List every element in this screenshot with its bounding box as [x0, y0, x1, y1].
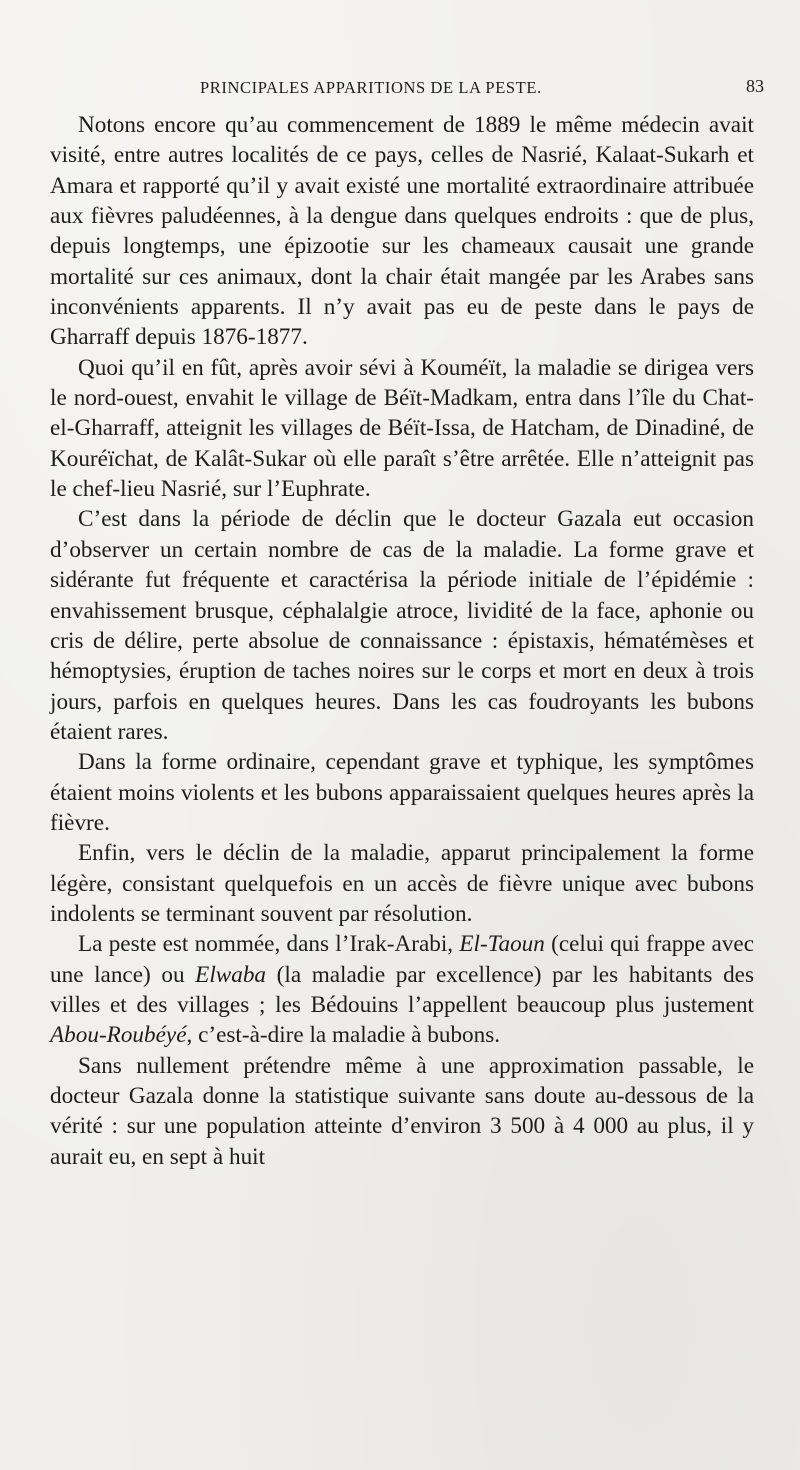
paragraph-3: C’est dans la période de déclin que le docteur Gazala eut occasion d’observer un certain nombre de cas de la maladie. La forme grave et sidérante fut fréquente et caractérisa la période initiale de l’épidémie : envahissement brusque, céphalalgie atroce, lividité de la face, aphonie ou cris de délire, perte absolue de connaissance : épistaxis, hématémèses et hémoptysies, éruption de taches noires sur le corps et mort en deux à trois jours, parfois en quelques heures. Dans les cas foudroyants les bubons étaient rares. [50, 506, 754, 745]
paragraph-6 [50, 929, 754, 1050]
running-head [50, 72, 764, 102]
paragraph-5: Enfin, vers le déclin de la maladie, apparut principalement la forme légère, consistant quelquefois en un accès de fièvre unique avec bubons indolents se terminant souvent par résolution. [50, 840, 754, 927]
running-title: PRINCIPALES APPARITIONS DE LA PESTE. [200, 78, 542, 97]
paragraph-6-text-4: , c’est-à-dire la maladie à bubons. [186, 1022, 501, 1049]
body-text [50, 110, 754, 1172]
paragraph-6-text-2: (celui qui frappe avec une lance) ou [50, 931, 754, 988]
page-number: 83 [746, 76, 764, 96]
term-elwaba: Elwaba [195, 961, 267, 988]
paragraph-6-text-1: La peste est nommée, dans l’Irak-Arabi, [78, 931, 454, 958]
paragraph-4: Dans la forme ordinaire, cependant grave et typhique, les symptômes étaient moins violents et les bubons apparaissaient quelques heures après la fièvre. [50, 749, 754, 836]
paragraph-6-text-3: (la maladie par excellence) par les habitants des villes et des villages ; les Bédouins l’appellent beaucoup plus justement [50, 961, 754, 1018]
paragraph-7: Sans nullement prétendre même à une approximation passable, le docteur Gazala donne la statistique suivante sans doute au-dessous de la vérité : sur une population atteinte d’environ 3 500 à 4 000 au plus, il y aurait eu, en sept à huit [50, 1052, 754, 1170]
paragraph-1: Notons encore qu’au commencement de 1889 le même médecin avait visité, entre autres localités de ce pays, celles de Nasrié, Kalaat-Sukarh et Amara et rapporté qu’il y avait existé une mortalité extraordinaire attribuée aux fièvres paludéennes, à la dengue dans quelques endroits : que de plus, depuis longtemps, une épizootie sur les chameaux causait une grande mortalité sur ces animaux, dont la chair était mangée par les Arabes sans inconvénients apparents. Il n’y avait pas eu de peste dans le pays de Gharraff depuis 1876-1877. [50, 112, 754, 351]
term-abou-roubeye: Abou-Roubéyé [50, 1022, 187, 1049]
paragraph-2: Quoi qu’il en fût, après avoir sévi à Kouméït, la maladie se dirigea vers le nord-ouest, envahit le village de Béït-Madkam, entra dans l’île du Chat-el-Gharraff, atteignit les villages de Béït-Issa, de Hatcham, de Dinadiné, de Kouréïchat, de Kalât-Sukar où elle paraît s’être arrêtée. Elle n’atteignit pas le chef-lieu Nasrié, sur l’Euphrate. [50, 354, 754, 503]
term-el-taoun: El-Taoun [459, 931, 545, 958]
